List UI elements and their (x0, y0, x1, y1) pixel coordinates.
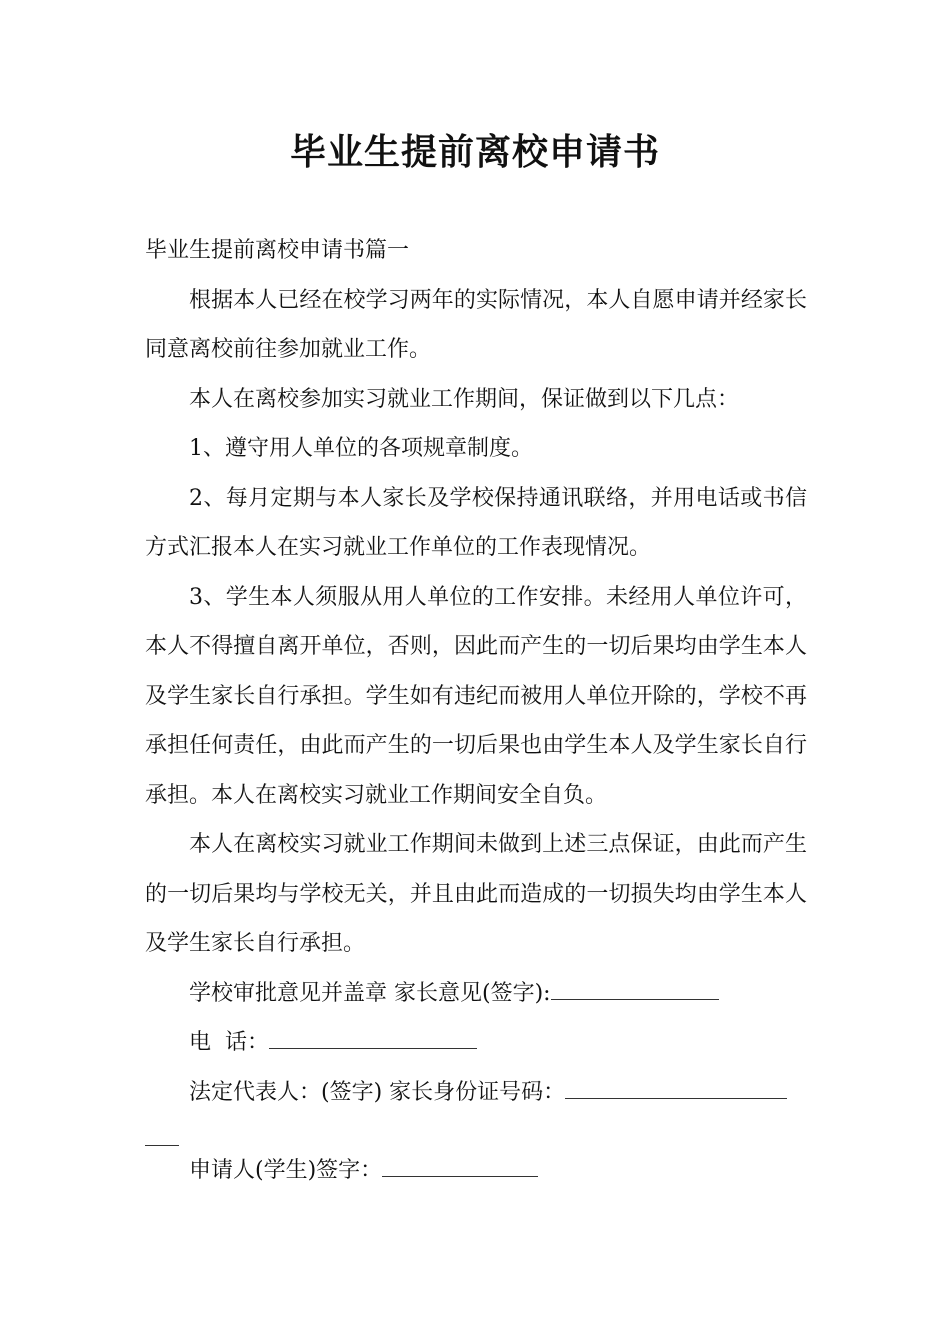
phone-label: 电 话： (189, 1030, 269, 1055)
legal-rep-label: 法定代表人：(签字) (189, 1079, 383, 1105)
section-heading: 毕业生提前离校申请书篇一 (145, 238, 410, 263)
parent-opinion-label: 家长意见(签字): (394, 980, 551, 1006)
signature-line-school (145, 969, 807, 1019)
signature-line-legal (145, 1068, 807, 1118)
paragraph-item-1: 1、遵守用人单位的各项规章制度。 (189, 436, 533, 461)
applicant-blank[interactable] (382, 1156, 538, 1177)
paragraph-disclaimer: 本人在离校实习就业工作期间未做到上述三点保证，由此而产生的一切后果均与学校无关，并且由此而造成的一切损失均由学生本人及学生家长自行承担。 (145, 832, 807, 956)
parent-id-blank[interactable] (565, 1078, 787, 1099)
paragraph-intro: 根据本人已经在校学习两年的实际情况，本人自愿申请并经家长同意离校前往参加就业工作。 (145, 287, 807, 362)
applicant-label: 申请人(学生)签字： (189, 1158, 383, 1183)
signature-line-legal-wrap (145, 1117, 807, 1146)
phone-blank[interactable] (269, 1028, 477, 1049)
signature-line-phone (145, 1018, 807, 1068)
paragraph-item-2: 2、每月定期与本人家长及学校保持通讯联络，并用电话或书信方式汇报本人在实习就业工作单位的工作表现情况。 (145, 485, 807, 560)
school-approval-label: 学校审批意见并盖章 (189, 980, 388, 1006)
signature-line-applicant (145, 1146, 807, 1196)
paragraph-pledge: 本人在离校参加实习就业工作期间，保证做到以下几点： (189, 386, 740, 412)
document-body (145, 226, 807, 1196)
paragraph-item-3: 3、学生本人须服从用人单位的工作安排。未经用人单位许可，本人不得擅自离开单位，否则，因此而产生的一切后果均由学生本人及学生家长自行承担。学生如有违纪而被用人单位开除的，学校不再承担任何责任，由此而产生的一切后果也由学生本人及学生家长自行承担。本人在离校实习就业工作期间安全自负。 (145, 584, 807, 808)
parent-id-blank-continued[interactable] (145, 1117, 179, 1146)
document-title: 毕业生提前离校申请书 (289, 132, 660, 173)
parent-id-label: 家长身份证号码： (389, 1079, 566, 1105)
parent-opinion-blank[interactable] (551, 979, 719, 1000)
